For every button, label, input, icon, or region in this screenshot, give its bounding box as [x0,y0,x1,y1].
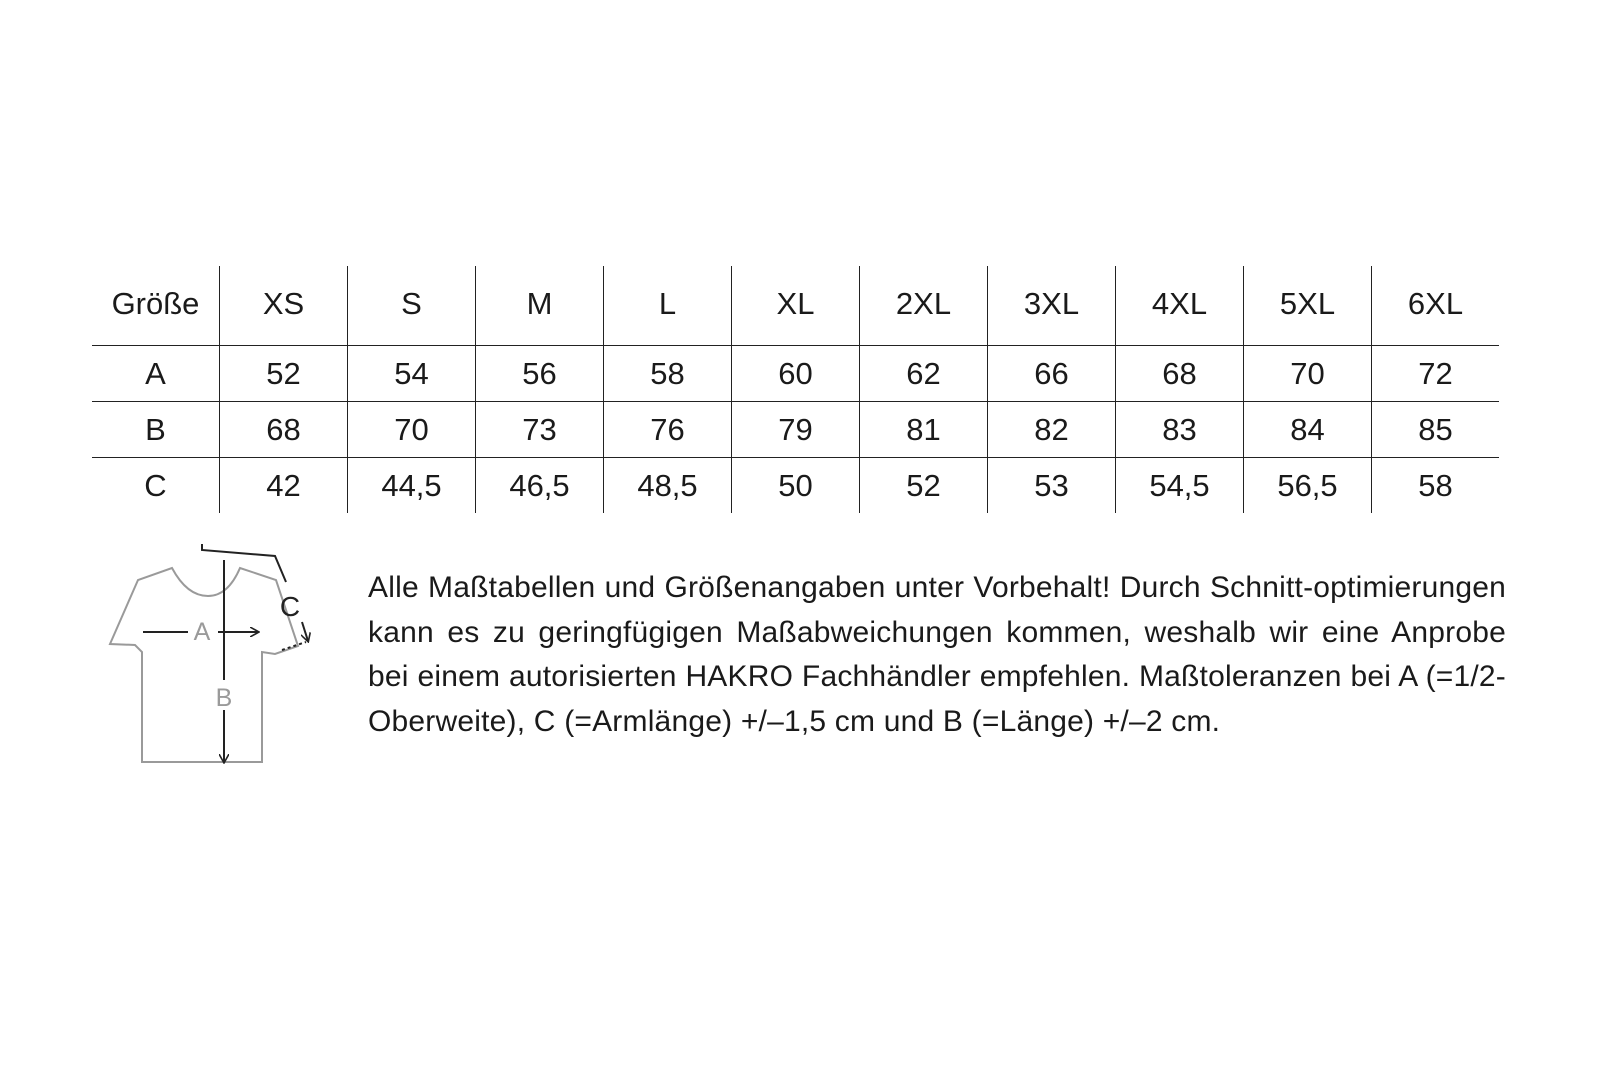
header-cell: XS [220,266,348,346]
table-header-row [92,266,1499,346]
table-cell: 73 [476,402,604,458]
table-row [92,458,1499,514]
header-cell: 3XL [988,266,1116,346]
table-cell: 54,5 [1116,458,1244,514]
table-cell: 81 [860,402,988,458]
table-cell: 52 [860,458,988,514]
table-cell: 60 [732,346,860,402]
c-measure-line [202,544,286,582]
table-cell: 85 [1372,402,1500,458]
table-row [92,402,1499,458]
row-label: B [92,402,220,458]
header-cell: 2XL [860,266,988,346]
tshirt-outline [110,568,301,762]
table-cell: 70 [1244,346,1372,402]
table-cell: 58 [1372,458,1500,514]
diagram-label-c: C [279,591,301,622]
row-label: A [92,346,220,402]
table-cell: 66 [988,346,1116,402]
diagram-label-b: B [215,684,233,712]
table-cell: 53 [988,458,1116,514]
header-cell: XL [732,266,860,346]
table-cell: 48,5 [604,458,732,514]
row-label: C [92,458,220,514]
table-cell: 58 [604,346,732,402]
tshirt-measurement-diagram [100,540,340,780]
table-cell: 79 [732,402,860,458]
table-cell: 70 [348,402,476,458]
header-cell: 5XL [1244,266,1372,346]
table-cell: 68 [1116,346,1244,402]
table-cell: 44,5 [348,458,476,514]
table-cell: 62 [860,346,988,402]
size-chart-table [92,266,1499,513]
table-row [92,346,1499,402]
table-cell: 50 [732,458,860,514]
header-cell: M [476,266,604,346]
table-cell: 83 [1116,402,1244,458]
header-cell: S [348,266,476,346]
c-measure-arrow [302,622,308,641]
table-cell: 54 [348,346,476,402]
header-cell: L [604,266,732,346]
table-cell: 42 [220,458,348,514]
header-cell-size-label: Größe [111,285,200,321]
header-cell: 4XL [1116,266,1244,346]
header-cell: 6XL [1372,266,1500,346]
table-cell: 72 [1372,346,1500,402]
table-cell: 76 [604,402,732,458]
sleeve-cuff-dashed-line [282,642,306,650]
table-cell: 46,5 [476,458,604,514]
table-cell: 68 [220,402,348,458]
table-cell: 52 [220,346,348,402]
table-cell: 84 [1244,402,1372,458]
table-cell: 82 [988,402,1116,458]
disclaimer-text: Alle Maßtabellen und Größenangaben unter Vorbehalt! Durch Schnitt-optimierungen kann es zu geringfügigen Maßabweichungen kommen, weshalb wir eine Anprobe bei einem autorisierten HAKRO Fachhändler empfehlen. Maßtoleranzen bei A (=1/2-Oberweite), C (=Armlänge) +/–1,5 cm und B (=Länge) +/–2 cm. [368,571,1506,738]
table-cell: 56,5 [1244,458,1372,514]
table-cell: 56 [476,346,604,402]
diagram-label-a: A [193,618,211,646]
